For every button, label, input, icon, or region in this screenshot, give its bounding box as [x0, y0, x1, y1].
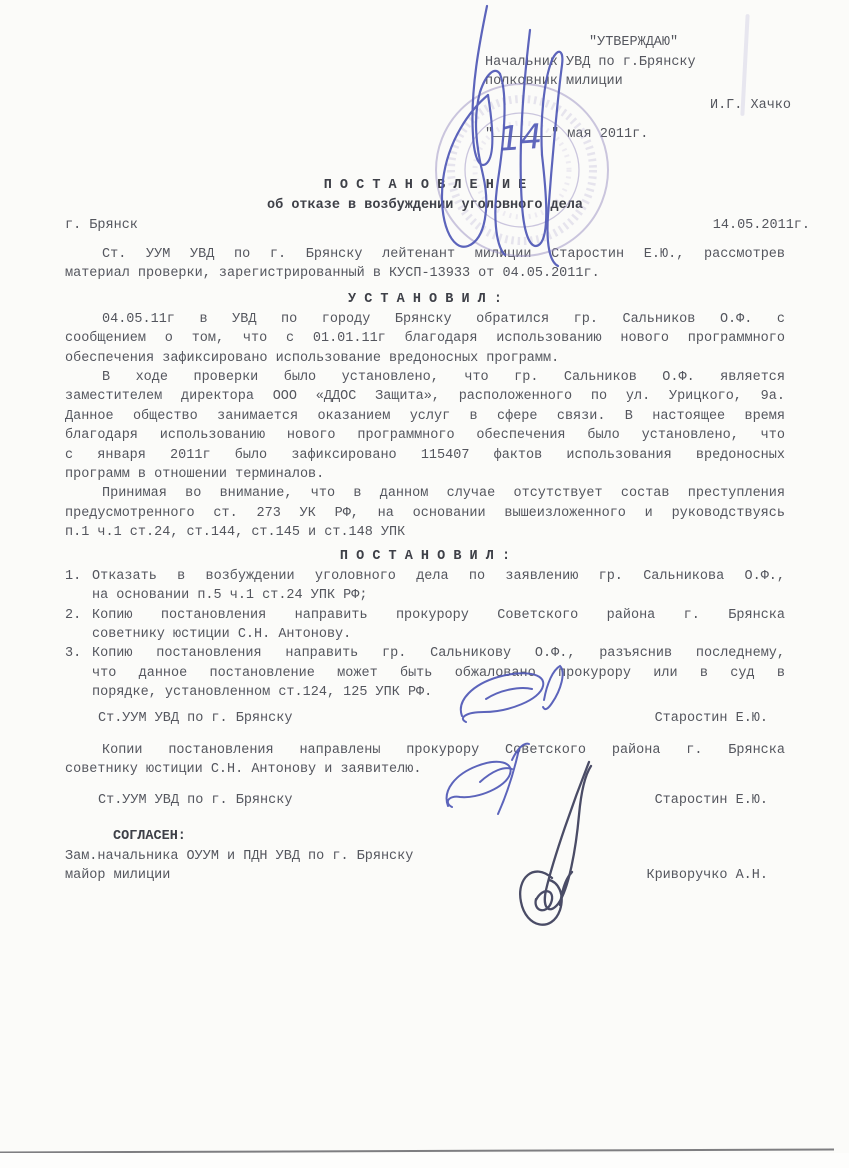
text-line: на основании п.5 ч.1 ст.24 УПК РФ; — [92, 588, 368, 604]
approval-block — [485, 33, 807, 145]
agreed-block — [65, 827, 785, 885]
text-line: Копию постановления направить прокурору Советского района г. Брянска — [92, 607, 785, 623]
meta-row — [65, 216, 810, 236]
text-line: Отказать в возбуждении уголовного дела по заявлению гр. Сальникова О.Ф., — [92, 568, 785, 584]
ustanovil-heading: У С Т А Н О В И Л : — [348, 291, 502, 307]
open-quote: " — [485, 127, 494, 142]
resolution-item — [65, 606, 785, 645]
text-line: Ст. УУМ УВД по г. Брянску лейтенант милиции Старостин Е.Ю., рассмотрев — [102, 247, 785, 262]
item-text — [92, 567, 785, 606]
paragraph — [65, 310, 785, 368]
postanovil-heading: П О С Т А Н О В И Л : — [339, 548, 511, 564]
text-line: п.1 ч.1 ст.24, ст.144, ст.145 и ст.148 УПК — [65, 525, 406, 541]
approval-date-line — [485, 124, 807, 145]
text-line: В ходе проверки было установлено, что гр. Сальников О.Ф. является — [102, 370, 785, 386]
agreed-row — [65, 866, 785, 885]
signer-name: Старостин Е.Ю. — [654, 710, 768, 726]
item-number: 3. — [65, 646, 82, 662]
text-line: обеспечения зафиксировано использование вредоносных программ. — [65, 350, 560, 366]
signature-row-1 — [65, 709, 785, 729]
date-blank-line — [493, 124, 551, 137]
text-line: материал проверки, зарегистрированный в КУСП-13933 от 04.05.2011г. — [65, 266, 600, 282]
text-line: что данное постановление может быть обжаловано прокурору или в суд в — [92, 665, 785, 681]
resolution-item — [65, 567, 785, 606]
paragraph — [65, 368, 785, 484]
text-line: порядке, установленном ст.124, 125 УПК РФ. — [92, 685, 433, 701]
signature-row-2 — [65, 791, 785, 811]
date-label: 14.05.2011г. — [712, 218, 810, 233]
agreed-name: Криворучко А.Н. — [646, 868, 768, 884]
approval-rank: полковник милиции — [485, 74, 623, 89]
text-line: заместителем директора ООО «ДДОС Защита», расположенного по ул. Урицкого, 9а. — [65, 389, 785, 405]
signer-position: Ст.УУМ УВД по г. Брянску — [98, 710, 293, 726]
signer-position: Ст.УУМ УВД по г. Брянску — [98, 793, 293, 809]
text-line: Данное общество занимается оказанием услуг в сфере связи. В настоящее время — [65, 408, 785, 424]
scan-margin-strip — [0, 1153, 849, 1168]
item-text — [92, 644, 785, 702]
item-number: 1. — [65, 568, 82, 584]
text-line: с января 2011г было зафиксировано 115407 фактов использования вредоносных — [65, 447, 785, 463]
text-line: сообщением о том, что с 01.01.11г благодаря использованию нового программного — [65, 331, 785, 347]
handwritten-day: 14 — [497, 116, 544, 160]
text-line: программ в отношении терминалов. — [65, 467, 325, 483]
text-line: Принимая во внимание, что в данном случае отсутствует состав преступления — [102, 486, 785, 502]
document-body — [65, 176, 810, 886]
signer-name: Старостин Е.Ю. — [654, 793, 768, 809]
text-line: предусмотренного ст. 273 УК РФ, на основании вышеизложенного и руководствуясь — [65, 505, 785, 521]
item-number: 2. — [65, 607, 82, 623]
agreed-position: Зам.начальника ОУУМ и ПДН УВД по г. Брянску — [65, 848, 414, 864]
document-subtitle: об отказе в возбуждении уголовного дела — [267, 198, 583, 213]
agreed-rank: майор милиции — [65, 868, 171, 884]
text-line: Копии постановления направлены прокурору Советского района г. Брянска — [102, 742, 785, 758]
text-line: советнику юстиции С.Н. Антонову. — [92, 626, 352, 642]
text-line: Копию постановления направить гр. Сальникову О.Ф., разъяснив последнему, — [92, 646, 785, 662]
city-label: г. Брянск — [65, 218, 138, 233]
document-title: П О С Т А Н О В Л Е Н И Е — [323, 178, 527, 193]
approval-position: Начальник УВД по г.Брянску — [485, 54, 696, 70]
resolution-list — [65, 567, 785, 703]
agreed-label: СОГЛАСЕН: — [113, 829, 186, 845]
copies-paragraph — [65, 741, 785, 780]
approval-word: "УТВЕРЖДАЮ" — [589, 35, 679, 50]
text-line: советнику юстиции С.Н. Антонову и заявителю. — [65, 761, 422, 777]
text-line: 04.05.11г в УВД по городу Брянску обратился гр. Сальников О.Ф. с — [102, 311, 785, 327]
approval-name: И.Г. Хачко — [709, 97, 791, 113]
date-month-year: " мая 2011г. — [551, 127, 649, 142]
resolution-item — [65, 644, 785, 702]
text-line: благодаря использованию нового программного обеспечения было установлено, что — [65, 428, 785, 444]
ustanovil-paragraphs — [65, 310, 785, 543]
item-text — [92, 606, 785, 645]
intro-paragraph — [65, 245, 785, 284]
paragraph — [65, 484, 785, 542]
